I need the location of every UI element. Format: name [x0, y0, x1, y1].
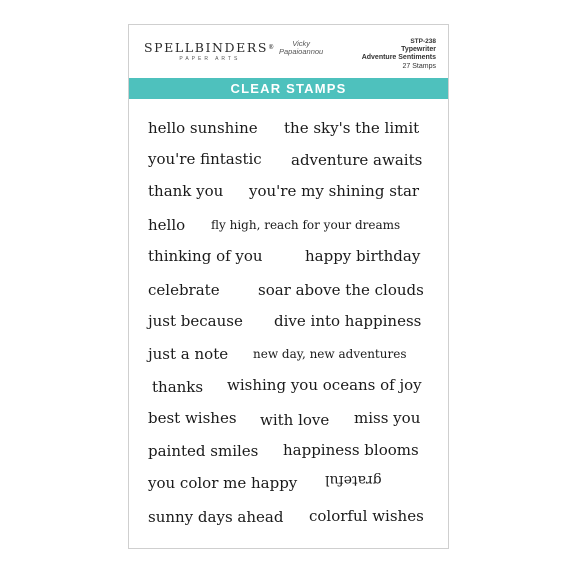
stamp-sentiment: best wishes	[148, 409, 237, 427]
stamp-package-card	[128, 24, 449, 549]
stamp-sentiment: fly high, reach for your dreams	[211, 218, 401, 232]
stamp-sentiment: the sky's the limit	[284, 119, 420, 137]
artist-last-name: Papaioannou	[279, 47, 324, 56]
stamp-sentiment: hello sunshine	[148, 119, 258, 137]
stamp-sentiment: you're my shining star	[249, 182, 420, 200]
clear-stamps-band: CLEAR STAMPS	[129, 78, 448, 99]
artist-first-name: Vicky	[292, 39, 310, 48]
artist-signature	[279, 40, 323, 56]
brand-subtitle: PAPER ARTS	[179, 56, 241, 62]
stamp-sentiment: dive into happiness	[274, 312, 422, 330]
stamp-sentiment: thinking of you	[148, 247, 263, 265]
stamp-sentiment: with love	[260, 411, 330, 429]
stamp-sentiment: celebrate	[148, 281, 220, 299]
stamp-sentiment: happiness blooms	[283, 441, 419, 459]
stamp-sentiment: painted smiles	[148, 442, 259, 460]
stamp-sentiment: wishing you oceans of joy	[227, 376, 422, 394]
brand-name-text: SPELLBINDERS	[144, 40, 269, 55]
product-title-line-2: Adventure Sentiments	[361, 54, 436, 61]
stamp-sentiment: adventure awaits	[291, 151, 423, 169]
stamp-sentiment: you're fintastic	[148, 150, 262, 168]
stamp-sentiment-reversed: grateful	[325, 472, 382, 488]
product-title-line-1: Typewriter	[401, 46, 436, 53]
brand-name	[144, 41, 276, 55]
package-header	[129, 25, 448, 77]
stamp-sentiment: miss you	[354, 409, 421, 427]
stamp-sentiment: new day, new adventures	[253, 347, 407, 361]
stamp-sentiment: sunny days ahead	[148, 508, 284, 526]
brand-registered-mark: ®	[268, 44, 276, 51]
product-sku: STP-238	[410, 38, 436, 45]
stamp-count: 27 Stamps	[402, 63, 436, 70]
stamp-sentiment: you color me happy	[148, 474, 298, 492]
stamp-sentiment: just because	[148, 312, 243, 330]
stamp-sentiment: happy birthday	[305, 247, 421, 265]
stamp-sentiment: soar above the clouds	[258, 281, 424, 299]
brand-logo	[144, 41, 276, 62]
stamp-sentiment: thanks	[152, 378, 204, 396]
product-info	[362, 37, 436, 71]
stamp-sentiment: hello	[148, 216, 186, 234]
stamp-sentiment: colorful wishes	[309, 507, 424, 525]
stamp-sentiment: just a note	[148, 345, 229, 363]
stamp-sentiment: thank you	[148, 182, 224, 200]
